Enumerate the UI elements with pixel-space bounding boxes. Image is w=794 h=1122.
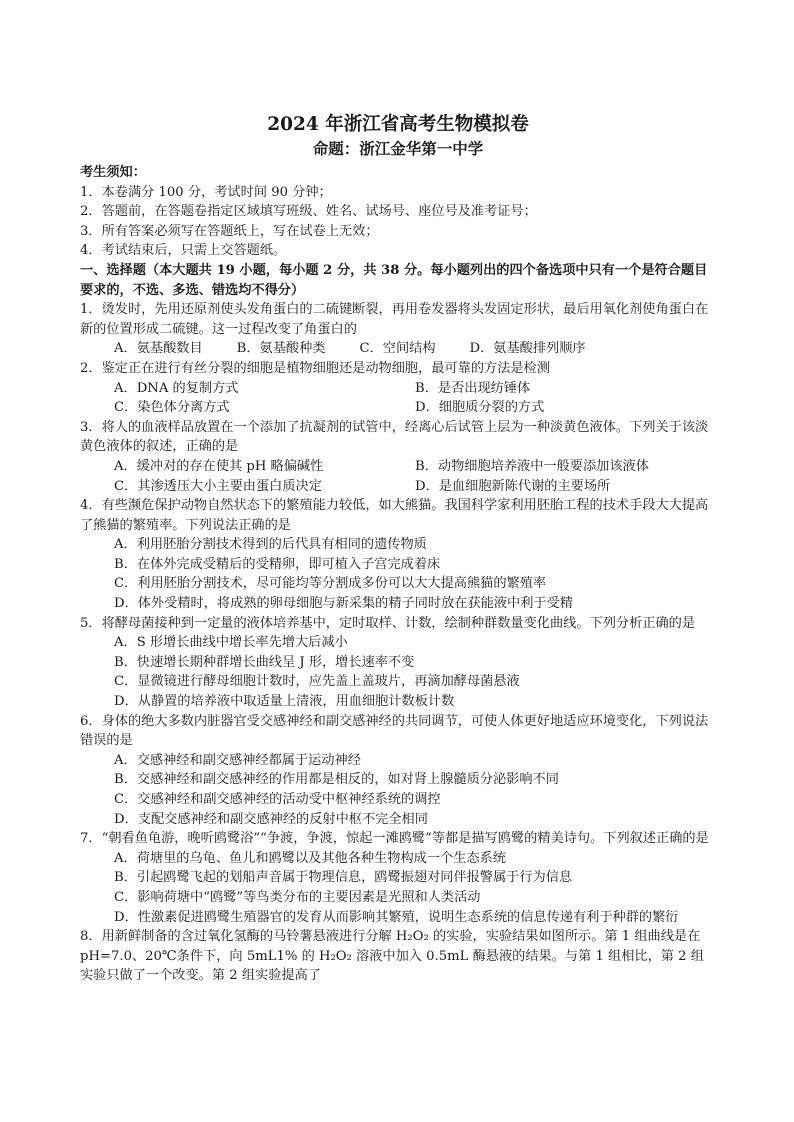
notice-heading: 考生须知： bbox=[80, 165, 146, 180]
question-5 bbox=[80, 614, 716, 712]
answer-options bbox=[80, 535, 716, 613]
option-b: B．交感神经和副交感神经的作用都是相反的，如对肾上腺髓质分泌影响不同 bbox=[114, 772, 559, 788]
option-d: D．性激素促进鸥鹭生殖器官的发育从而影响其繁殖，说明生态系统的信息传递有利于种群的繁衍 bbox=[114, 909, 679, 925]
question-stem: 2．鉴定正在进行有丝分裂的细胞是植物细胞还是动物细胞，最可靠的方法是检测 bbox=[80, 360, 550, 376]
option-c: C．利用胚胎分割技术，尽可能均等分割成多份可以大大提高熊猫的繁殖率 bbox=[114, 576, 547, 592]
notice-item: 1．本卷满分 100 分，考试时间 90 分钟； bbox=[80, 184, 332, 200]
answer-options bbox=[80, 751, 716, 829]
answer-options bbox=[80, 339, 716, 359]
option-d: D．是血细胞新陈代谢的主要场所 bbox=[415, 478, 611, 494]
option-c: C．交感神经和副交感神经的活动受中枢神经系统的调控 bbox=[114, 792, 441, 807]
option-b: B．是否出现纺锤体 bbox=[415, 380, 531, 396]
question-3 bbox=[80, 418, 716, 496]
option-d: D．体外受精时，将成熟的卵母细胞与新采集的精子同时放在获能液中利于受精 bbox=[114, 596, 573, 612]
question-stem: 4．有些濒危保护动物自然状态下的繁殖能力较低，如大熊猫。我国科学家利用胚胎工程的技术手段大大提高了熊猫的繁殖率。下列说法正确的是 bbox=[80, 498, 709, 533]
exam-subtitle: 命题：浙江金华第一中学 bbox=[312, 139, 484, 158]
option-b: B．氨基酸种类 bbox=[236, 341, 326, 357]
answer-options bbox=[80, 379, 716, 418]
question-1 bbox=[80, 300, 716, 359]
exam-title: 2024 年浙江省高考生物模拟卷 bbox=[267, 114, 529, 135]
question-4 bbox=[80, 496, 716, 614]
option-a: A．DNA 的复制方式 bbox=[114, 380, 239, 396]
option-b: B．在体外完成受精后的受精卵，即可植入子宫完成着床 bbox=[114, 556, 441, 572]
notice-item: 3．所有答案必须写在答题纸上，写在试卷上无效； bbox=[80, 223, 379, 239]
option-d: D．氨基酸排列顺序 bbox=[469, 341, 586, 357]
answer-options bbox=[80, 457, 716, 496]
question-6 bbox=[80, 712, 716, 830]
option-d: D．细胞质分裂的方式 bbox=[415, 400, 545, 416]
option-a: A．缓冲对的存在使其 pH 略偏碱性 bbox=[114, 458, 324, 474]
notice-item: 4．考试结束后，只需上交答题纸。 bbox=[80, 243, 287, 259]
question-stem: 3．将人的血液样品放置在一个添加了抗凝剂的试管中，经离心后试管上层为一种淡黄色液体。下列关于该淡黄色液体的叙述，正确的是 bbox=[80, 419, 709, 455]
section-heading: 一、选择题（本大题共 19 小题，每小题 2 分，共 38 分。每小题列出的四个备选项中只有一个是符合题目要求的，不选、多选、错选均不得分） bbox=[80, 262, 708, 298]
question-stem: 6．身体的绝大多数内脏器官受交感神经和副交感神经的共同调节，可使人体更好地适应环境变化，下列说法错误的是 bbox=[80, 713, 709, 749]
question-7 bbox=[80, 829, 716, 927]
question-8 bbox=[80, 927, 716, 986]
question-stem: 5．将酵母菌接种到一定量的液体培养基中，定时取样、计数，绘制种群数量变化曲线。下列分析正确的是 bbox=[80, 615, 696, 631]
notice-item: 2．答题前，在答题卷指定区域填写班级、姓名、试场号、座位号及准考证号； bbox=[80, 204, 537, 220]
option-d: D．支配交感神经和副交感神经的反射中枢不完全相同 bbox=[114, 811, 428, 827]
option-c: C．空间结构 bbox=[359, 341, 436, 357]
answer-options bbox=[80, 633, 716, 711]
question-2 bbox=[80, 359, 716, 418]
question-stem: 7．“朝看鱼龟游，晚听鸥鹭浴”“争渡，争渡，惊起一滩鸥鹭”等都是描写鸥鹭的精美诗句。下列叙述正确的是 bbox=[80, 831, 709, 847]
option-a: A．利用胚胎分割技术得到的后代具有相同的遗传物质 bbox=[114, 537, 427, 553]
option-b: B．引起鸥鹭飞起的划船声音属于物理信息，鸥鹭振翅对同伴报警属于行为信息 bbox=[114, 870, 573, 886]
option-a: A．荷塘里的乌龟、鱼儿和鸥鹭以及其他各种生物构成一个生态系统 bbox=[114, 850, 506, 866]
option-a: A．交感神经和副交感神经都属于运动神经 bbox=[114, 752, 361, 768]
exam-notice bbox=[80, 163, 716, 261]
option-a: A．氨基酸数目 bbox=[114, 341, 203, 357]
option-a: A．S 形增长曲线中增长率先增大后减小 bbox=[114, 635, 348, 651]
question-stem: 1．烫发时，先用还原剂使头发角蛋白的二硫键断裂，再用卷发器将头发固定形状，最后用氧化剂使角蛋白在新的位置形成二硫键。这一过程改变了角蛋白的 bbox=[80, 302, 709, 337]
option-d: D．从静置的培养液中取适量上清液，用血细胞计数板计数 bbox=[114, 694, 455, 710]
option-c: C．其渗透压大小主要由蛋白质决定 bbox=[114, 478, 322, 494]
question-stem: 8．用新鲜制备的含过氧化氢酶的马铃薯悬液进行分解 H₂O₂ 的实验，实验结果如图所示。第 1 组曲线是在 pH=7.0、20℃条件下，向 5mL1% 的 H₂O₂ 溶液中加入 0.5mL 酶悬液的结果。与第 1 组相比，第 2 组实验只做了一个改变。第 2 组实验提高了 bbox=[80, 929, 704, 984]
option-c: C．显微镜进行酵母细胞计数时，应先盖上盖玻片，再滴加酵母菌悬液 bbox=[114, 674, 520, 690]
option-c: C．染色体分离方式 bbox=[114, 400, 230, 416]
option-c: C．影响荷塘中“鸥鹭”等鸟类分布的主要因素是光照和人类活动 bbox=[114, 889, 481, 905]
answer-options bbox=[80, 849, 716, 927]
option-b: B．快速增长期种群增长曲线呈 J 形，增长速率不变 bbox=[114, 654, 415, 670]
option-b: B．动物细胞培养液中一般要添加该液体 bbox=[415, 458, 649, 474]
